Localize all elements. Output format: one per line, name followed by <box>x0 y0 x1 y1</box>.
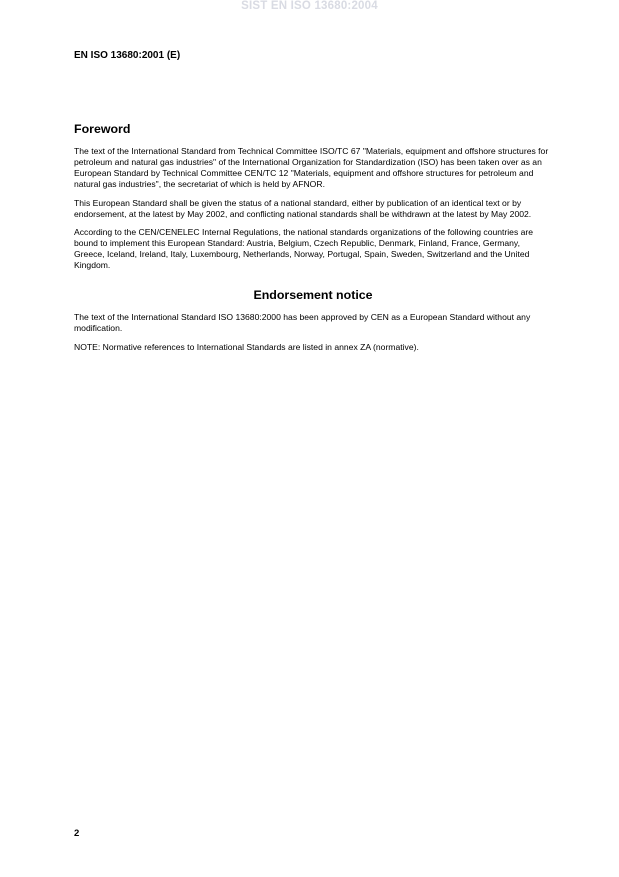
page-number: 2 <box>74 828 80 839</box>
document-id: EN ISO 13680:2001 (E) <box>74 50 181 61</box>
endorsement-title: Endorsement notice <box>253 288 373 303</box>
endorsement-note: NOTE: Normative references to International Standards are listed in annex ZA (normative). <box>74 341 419 352</box>
endorsement-paragraph: The text of the International Standard ISO 13680:2000 has been approved by CEN as a European Standard without any modification. <box>74 312 531 333</box>
foreword-paragraph: According to the CEN/CENELEC Internal Regulations, the national standards organizations of the following countries are bound to implement this European Standard: Austria, Belgium, Czech Republic, Denmark, Finland, France, Germany, Greece, Iceland, Ireland, Italy, Luxembourg, Netherlands, Norway, Portugal, Spain, Sweden, Switzerland and the United Kingdom. <box>74 227 534 271</box>
foreword-paragraph: This European Standard shall be given the status of a national standard, either by publication of an identical text or by endorsement, at the latest by May 2002, and conflicting national standards shall be withdrawn at the latest by May 2002. <box>74 197 532 219</box>
foreword-paragraph: The text of the International Standard from Technical Committee ISO/TC 67 "Materials, equipment and offshore structures for petroleum and natural gas industries" of the International Organization for Standardization (ISO) has been taken over as an European Standard by Technical Committee CEN/TC 12 "Materials, equipment and offshore structures for petroleum and natural gas industries", the secretariat of which is held by AFNOR. <box>74 146 549 189</box>
page-content <box>74 122 552 361</box>
watermark: SIST EN ISO 13680:2004 <box>241 0 378 12</box>
foreword-title: Foreword <box>74 122 131 136</box>
